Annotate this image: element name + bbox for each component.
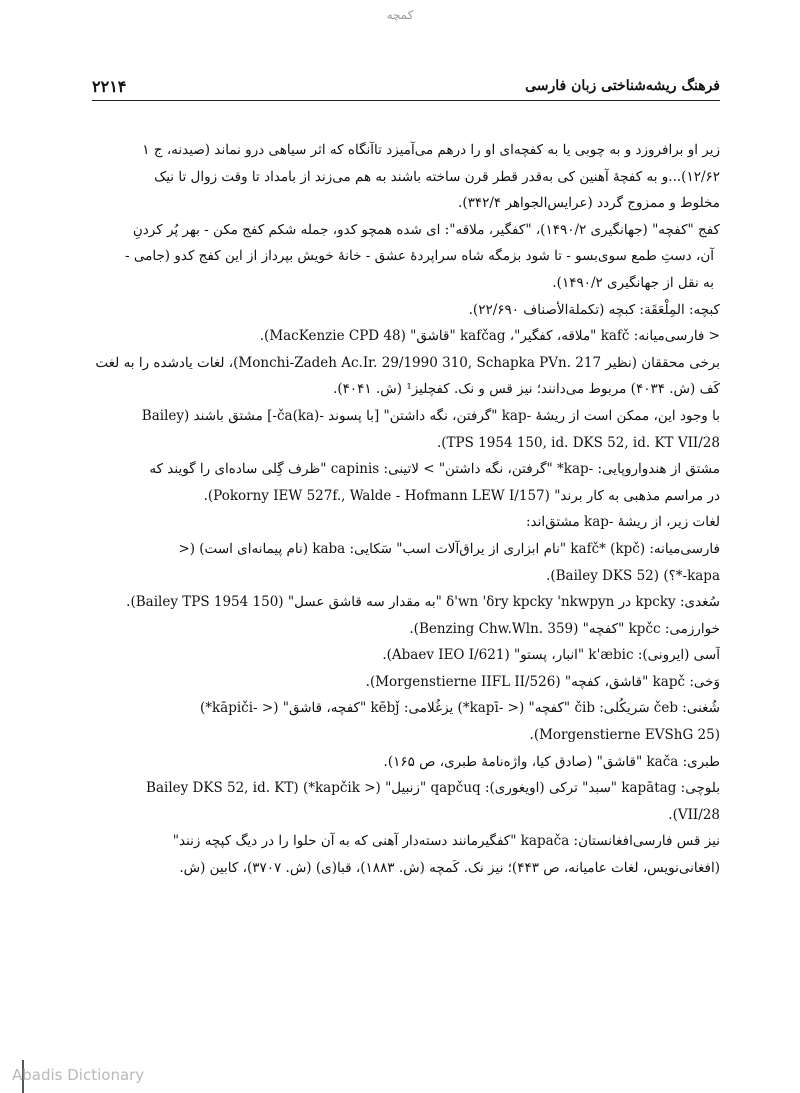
text-line: کبچه: المِلْعَقَة: کبچه (تکملة‌الأصناف ۲۲/۶۹۰). <box>468 301 720 318</box>
text-line: ۱۲/۶۲)...و به کفچهٔ آهنین کی به‌قدر قطر قرن ساخته باشند به هم می‌زند از بامداد تا وقت زوال تا نیک <box>154 168 720 185</box>
page-header <box>92 74 720 98</box>
page-number: ۲۲۱۴ <box>92 76 127 96</box>
text-line: طبری: kača "قاشق" (صادق کیا، واژه‌نامهٔ طبری، ص ۱۶۵). <box>383 753 720 770</box>
text-line: فارسی‌میانه: kafč* (kpč) "نام ابزاری از یراق‌آلات اسب" سَکایی: kaba (نام پیمانه‌ای است) (< <box>178 540 720 557</box>
text-line: VII/28). <box>668 806 720 823</box>
text-line: کَف (ش. ۴۰۳۴) مربوط می‌دانند؛ نیز قس و نک. کفچلیز¹ (ش. ۴۰۴۱). <box>333 381 720 398</box>
text-line: وَخی: kapč "قاشق، کفچه" (Morgenstierne IIFL II/526). <box>365 673 720 690</box>
text-line: مخلوط و ممزوج گردد (عرایس‌الجواهر ۳۴۲/۴). <box>458 195 720 212</box>
text-line: برخی محققان (نظیر Monchi-Zadeh Ac.Ir. 29/1990 310, Schapka PVn. 217)، لغات یادشده را به لغت <box>95 354 720 371</box>
watermark: Abadis Dictionary <box>12 1066 145 1084</box>
header-rule <box>92 100 720 101</box>
text-line: TPS 1954 150, id. DKS 52, id. KT VII/28). <box>436 434 720 451</box>
text-line: لغات زیر، از ریشهٔ -kap مشتق‌اند: <box>525 514 720 531</box>
text-line: کفج "کفچه" (جهانگیری ۱۴۹۰/۲)، "کفگیر، ملاقه": ای شده همچو کدو، جمله شکم کفج مکن - بهر پُر کردنِ <box>132 221 720 238</box>
text-line: < فارسی‌میانه: kafč "ملاقه، کفگیر"، kafčag "قاشق" (MacKenzie CPD 48). <box>259 328 720 345</box>
text-line: به نقل از جهانگیری ۱۴۹۰/۲). <box>552 274 714 291</box>
text-line: بلوچی: kapātag "سبد" ترکی (اویغوری): qapčuq "زنبیل" (< kapčik*) (Bailey DKS 52, id. KT <box>146 780 720 797</box>
text-line: زیر او برافروزد و به چوبی یا به کفچه‌ای او را درهم می‌آمیزد تاآنگاه که اثر سیاهی درو نماند (صیدنه، ج ۱ <box>142 142 720 158</box>
text-line: شُغنی: čeb سَریکُلی: čib "کفچه" (< -kapī*) یزغُلامی: kēbǰ "کفچه، قاشق" (< -kāpiči*) <box>199 700 720 717</box>
entry-body <box>92 137 720 882</box>
text-line: kapa-*؟) (Bailey DKS 52). <box>546 567 720 584</box>
text-line: مشتق از هندواروپایی: -kap* "گرفتن، نگه داشتن" > لاتینی: capinis "ظرف گِلی ساده‌ای را گویند که <box>149 461 720 478</box>
text-line: با وجود این، ممکن است از ریشهٔ -kap "گرفتن، نگه داشتن" [با پسوند -ča(ka)-] مشتق باشند (Bailey <box>141 407 720 424</box>
text-line: نیز قس فارسی‌افغانستان: kapača "کفگیرمانند دسته‌دار آهنی که به آن حلوا را در دیگ کپچه زنند" <box>172 833 720 850</box>
text-line: آن، دستِ طمع سوی‌بسو - تا شود بزمگه شاه سراپردهٔ عشق - خانهٔ خویش بپرداز از این کفج کدو (جامی - <box>125 248 714 265</box>
text-line: سُغدی: kpcky در δ'wn 'δry kpcky 'nkwpyn "به مقدار سه قاشق عسل" (Bailey TPS 1954 150). <box>126 594 720 611</box>
text-line: در مراسم مذهبی به کار برند" (Pokorny IEW 527f., Walde - Hofmann LEW I/157). <box>203 487 720 504</box>
text-line: (افغانی‌نویس، لغات عامیانه، ص ۴۴۳)؛ نیز نک. کَمچه (ش. ۱۸۸۳)، قبا(ی) (ش. ۳۷۰۷)، کابین (ش. <box>179 860 720 877</box>
page-top-word: کمچه <box>386 8 414 22</box>
text-line: آسی (ایرونی): k'æbic "انبار، پستو" (Abaev IEO I/621). <box>382 647 720 664</box>
text-line: خوارزمی: kpčc "کفچه" (Benzing Chw.Wln. 359). <box>409 620 720 637</box>
book-title: فرهنگ ریشه‌شناختی زبان فارسی <box>525 78 720 94</box>
text-line: (Morgenstierne EVShG 25). <box>529 727 720 744</box>
